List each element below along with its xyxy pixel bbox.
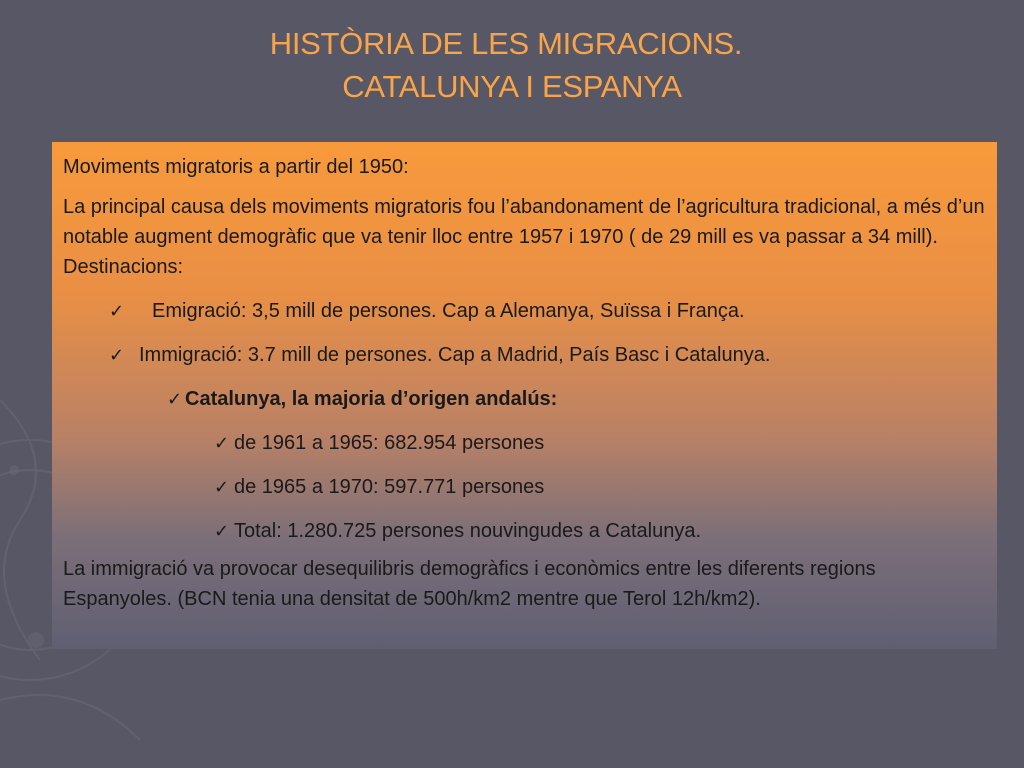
intro-paragraph: La principal causa dels moviments migratoris fou l’abandonament de l’agricultura tradicional, a més d’un notable augment demogràfic que va tenir lloc entre 1957 i 1970 ( de 29 mill es va passar a 34 mill). Destinacions: <box>63 196 985 278</box>
list-item-text: de 1961 a 1965: 682.954 persones <box>234 432 545 454</box>
panel-heading: Moviments migratoris a partir del 1950: <box>63 156 409 178</box>
list-item-text: Total: 1.280.725 persones nouvingudes a Catalunya. <box>234 520 702 542</box>
list-item-immigracio <box>63 340 985 370</box>
check-icon: ✓ <box>109 345 125 365</box>
conclusion-paragraph: La immigració va provocar desequilibris demogràfics i econòmics entre les diferents regions Espanyoles. (BCN tenia una densitat de 500h/km2 mentre que Terol 12h/km2). <box>63 558 876 610</box>
list-item-text: Catalunya, la majoria d’origen andalús: <box>185 388 558 410</box>
check-icon: ✓ <box>214 477 230 497</box>
list-item-catalunya <box>63 384 985 414</box>
slide-title-line2: CATALUNYA I ESPANYA <box>342 69 682 104</box>
slide-title-line1: HISTÒRIA DE LES MIGRACIONS. <box>269 26 743 61</box>
check-icon: ✓ <box>167 389 183 409</box>
check-icon: ✓ <box>109 301 125 321</box>
list-item-text: Emigració: 3,5 mill de persones. Cap a Alemanya, Suïssa i França. <box>152 300 745 322</box>
list-item-text: Immigració: 3.7 mill de persones. Cap a Madrid, País Basc i Catalunya. <box>139 344 771 366</box>
list-item-1961-1965 <box>63 428 985 458</box>
slide-title <box>0 22 1024 108</box>
check-icon: ✓ <box>214 433 230 453</box>
check-icon: ✓ <box>214 521 230 541</box>
list-item-total <box>63 516 985 546</box>
list-item-text: de 1965 a 1970: 597.771 persones <box>234 476 545 498</box>
list-item-1965-1970 <box>63 472 985 502</box>
list-item-emigracio <box>63 296 985 326</box>
content-panel <box>52 142 997 649</box>
